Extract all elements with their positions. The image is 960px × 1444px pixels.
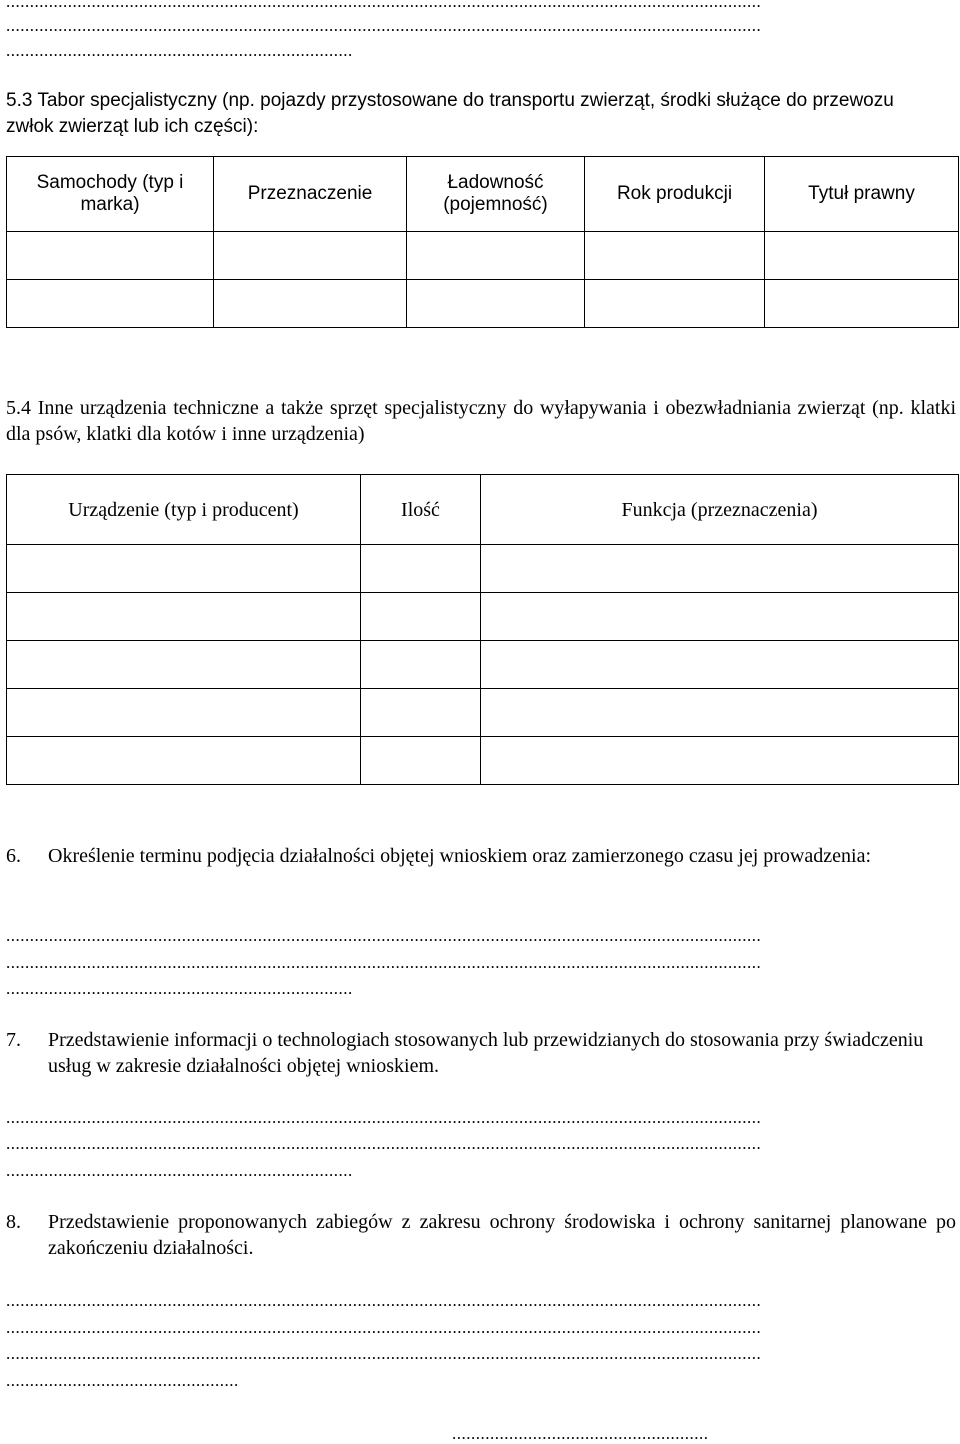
- table-row: [7, 737, 959, 785]
- table-cell[interactable]: [585, 232, 765, 280]
- section-5-3-text: 5.3 Tabor specjalistyczny (np. pojazdy przystosowane do transportu zwierząt, środki służące do przewozu zwłok zwierząt lub ich części):: [6, 90, 894, 137]
- table-cell[interactable]: [7, 641, 361, 689]
- table-cell[interactable]: [407, 280, 585, 328]
- table-cell[interactable]: [481, 689, 959, 737]
- table-row: [7, 545, 959, 593]
- dotted-line: ...............................................................................................................................................................: [6, 1291, 762, 1310]
- dotted-line: .........................................................................: [6, 1161, 353, 1180]
- table-cell[interactable]: [7, 232, 214, 280]
- section-7-number: 7.: [6, 1029, 21, 1051]
- dotted-line: .........................................................................: [6, 41, 353, 60]
- table-cell[interactable]: [7, 545, 361, 593]
- table-cell[interactable]: [7, 737, 361, 785]
- section-6-text: Określenie terminu podjęcia działalności objętej wnioskiem oraz zamierzonego czasu jej prowadzenia:: [48, 845, 871, 867]
- dotted-line: ...............................................................................................................................................................: [6, 953, 762, 972]
- column-header: Funkcja (przeznaczenia): [481, 475, 959, 545]
- table-row: [7, 689, 959, 737]
- table-cell[interactable]: [7, 280, 214, 328]
- column-header: Ilość: [361, 475, 481, 545]
- dotted-line: ...............................................................................................................................................................: [6, 16, 762, 35]
- dotted-line: ...............................................................................................................................................................: [6, 1344, 762, 1363]
- section-6-number: 6.: [6, 845, 21, 867]
- dotted-line: ...............................................................................................................................................................: [6, 1108, 762, 1127]
- dotted-line: .........................................................................: [6, 979, 353, 998]
- table-cell[interactable]: [361, 641, 481, 689]
- table-row: [7, 280, 959, 328]
- column-header: Tytuł prawny: [765, 157, 959, 232]
- table-cell[interactable]: [765, 280, 959, 328]
- equipment-table: [6, 474, 959, 785]
- column-header: Rok produkcji: [585, 157, 765, 232]
- section-8-number: 8.: [6, 1211, 21, 1233]
- table-cell[interactable]: [214, 280, 407, 328]
- signature-dotted-line: ......................................................: [452, 1424, 709, 1443]
- column-header: Przeznaczenie: [214, 157, 407, 232]
- dotted-line: ...............................................................................................................................................................: [6, 926, 762, 945]
- table-row: [7, 232, 959, 280]
- table-header-row: [7, 475, 959, 545]
- table-cell[interactable]: [361, 689, 481, 737]
- dotted-line: ...............................................................................................................................................................: [6, 0, 762, 11]
- table-cell[interactable]: [481, 641, 959, 689]
- section-5-4-text: 5.4 Inne urządzenia techniczne a także sprzęt specjalistyczny do wyłapywania i obezwładniania zwierząt (np. klatki dla psów, klatki dla kotów i inne urządzenia): [6, 397, 956, 445]
- table-cell[interactable]: [361, 545, 481, 593]
- table-cell[interactable]: [361, 737, 481, 785]
- table-cell[interactable]: [481, 545, 959, 593]
- table-cell[interactable]: [214, 232, 407, 280]
- section-8-text: Przedstawienie proponowanych zabiegów z zakresu ochrony środowiska i ochrony sanitarnej planowane po zakończeniu działalności.: [48, 1211, 956, 1259]
- table-cell[interactable]: [7, 593, 361, 641]
- section-7-text: Przedstawienie informacji o technologiach stosowanych lub przewidzianych do stosowania przy świadczeniu usług w zakresie działalności objętej wnioskiem.: [48, 1029, 924, 1077]
- dotted-line: ...............................................................................................................................................................: [6, 1318, 762, 1337]
- table-cell[interactable]: [7, 689, 361, 737]
- vehicles-table: [6, 156, 959, 328]
- dotted-line: .................................................: [6, 1371, 239, 1390]
- table-row: [7, 593, 959, 641]
- table-cell[interactable]: [585, 280, 765, 328]
- table-cell[interactable]: [765, 232, 959, 280]
- table-row: [7, 641, 959, 689]
- column-header: Urządzenie (typ i producent): [7, 475, 361, 545]
- table-cell[interactable]: [481, 593, 959, 641]
- column-header: Ładowność (pojemność): [407, 157, 585, 232]
- table-header-row: [7, 157, 959, 232]
- table-cell[interactable]: [407, 232, 585, 280]
- dotted-line: ...............................................................................................................................................................: [6, 1134, 762, 1153]
- table-cell[interactable]: [361, 593, 481, 641]
- column-header: Samochody (typ i marka): [7, 157, 214, 232]
- table-cell[interactable]: [481, 737, 959, 785]
